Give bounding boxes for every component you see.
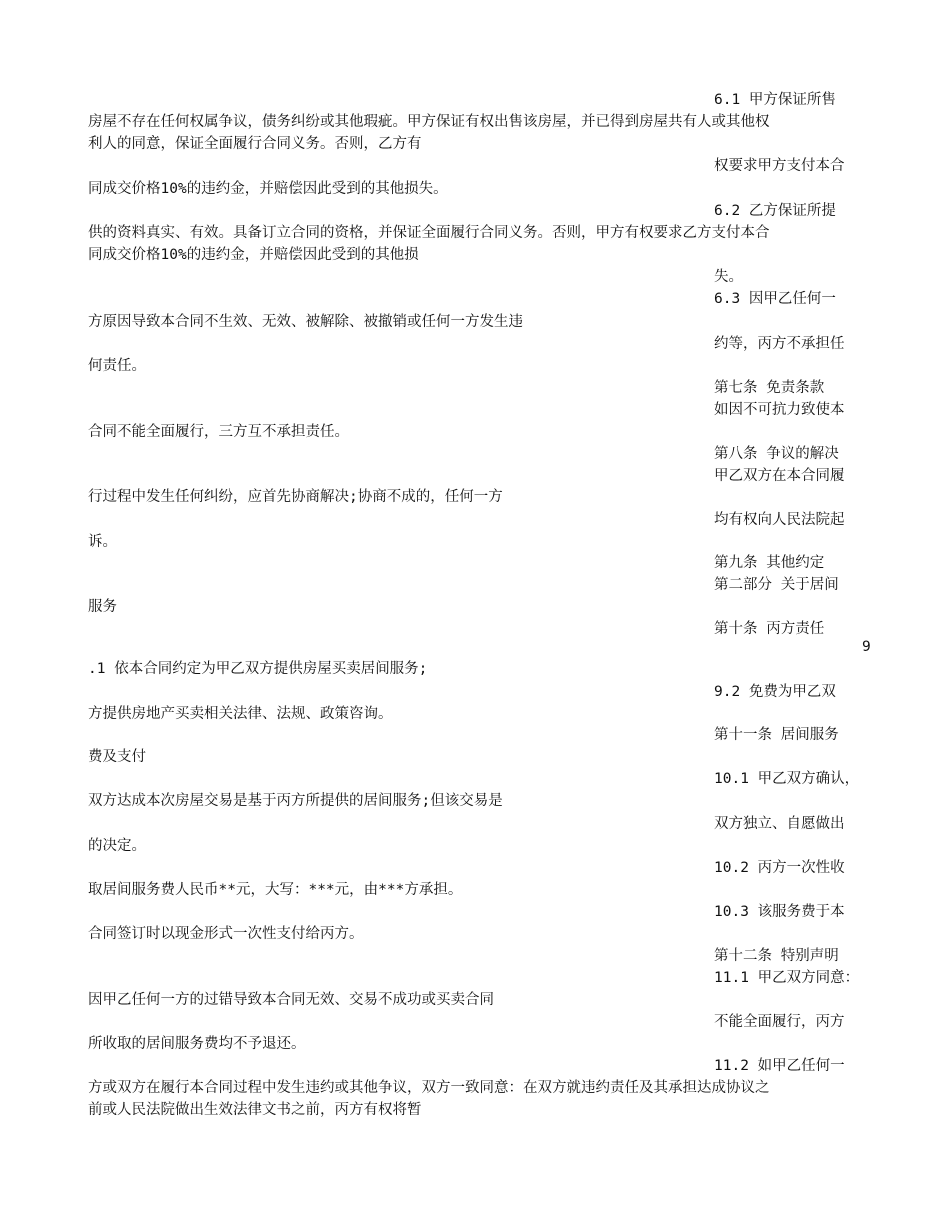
right-text-line: 均有权向人民法院起: [714, 512, 845, 528]
right-text-line: 11.2 如甲乙任何一: [714, 1058, 845, 1074]
left-text-line: 何责任。: [88, 358, 146, 374]
right-text-line: 6.2 乙方保证所提: [714, 203, 836, 219]
left-text-line: 所收取的居间服务费均不予退还。: [88, 1036, 306, 1052]
right-text-line: 不能全面履行，丙方: [714, 1014, 845, 1030]
left-text-line: 行过程中发生任何纠纷，应首先协商解决;协商不成的，任何一方: [88, 489, 503, 505]
right-text-line: 第二部分 关于居间: [714, 577, 839, 593]
right-text-line: 第八条 争议的解决: [714, 446, 839, 462]
left-text-line: 合同不能全面履行，三方互不承担责任。: [88, 424, 349, 440]
right-text-line: 第七条 免责条款: [714, 380, 825, 396]
left-text-line: 方或双方在履行本合同过程中发生违约或其他争议，双方一致同意：在双方就违约责任及其承担达成协议之: [88, 1080, 770, 1096]
left-text-line: 费及支付: [88, 749, 146, 765]
right-text-line: 9.2 免费为甲乙双: [714, 684, 836, 700]
right-text-line: 第十二条 特别声明: [714, 948, 839, 964]
left-text-line: .1 依本合同约定为甲乙双方提供房屋买卖居间服务;: [88, 661, 428, 677]
right-text-line: 6.1 甲方保证所售: [714, 92, 836, 108]
left-text-line: 诉。: [88, 534, 117, 550]
right-text-line: 权要求甲方支付本合: [714, 158, 845, 174]
right-text-line: 如因不可抗力致使本: [714, 402, 845, 418]
left-text-line: 同成交价格10%的违约金，并赔偿因此受到的其他损失。: [88, 181, 448, 197]
left-text-line: 合同签订时以现金形式一次性支付给丙方。: [88, 926, 364, 942]
right-text-line: 10.3 该服务费于本: [714, 904, 845, 920]
left-text-line: 方提供房地产买卖相关法律、法规、政策咨询。: [88, 706, 393, 722]
right-text-line: 9: [862, 639, 871, 655]
right-text-line: 6.3 因甲乙任何一: [714, 291, 836, 307]
right-text-line: 10.1 甲乙双方确认，: [714, 771, 860, 787]
right-text-line: 10.2 丙方一次性收: [714, 860, 845, 876]
right-text-line: 第十一条 居间服务: [714, 727, 839, 743]
right-text-line: 第十条 丙方责任: [714, 621, 825, 637]
right-text-line: 11.1 甲乙双方同意：: [714, 970, 860, 986]
right-text-line: 约等，丙方不承担任: [714, 336, 845, 352]
left-text-line: 双方达成本次房屋交易是基于丙方所提供的居间服务;但该交易是: [88, 793, 503, 809]
right-text-line: 双方独立、自愿做出: [714, 816, 845, 832]
left-text-line: 的决定。: [88, 838, 146, 854]
left-text-line: 房屋不存在任何权属争议，债务纠纷或其他瑕疵。甲方保证有权出售该房屋，并已得到房屋共有人或其他权: [88, 114, 770, 130]
left-text-line: 方原因导致本合同不生效、无效、被解除、被撤销或任何一方发生违: [88, 314, 523, 330]
left-text-line: 因甲乙任何一方的过错导致本合同无效、交易不成功或买卖合同: [88, 992, 494, 1008]
left-text-line: 取居间服务费人民币**元，大写：***元，由***方承担。: [88, 882, 463, 898]
right-text-line: 甲乙双方在本合同履: [714, 468, 845, 484]
left-text-line: 供的资料真实、有效。具备订立合同的资格，并保证全面履行合同义务。否则，甲方有权要求乙方支付本合: [88, 225, 770, 241]
left-text-line: 服务: [88, 599, 117, 615]
left-text-line: 同成交价格10%的违约金，并赔偿因此受到的其他损: [88, 247, 419, 263]
right-text-line: 失。: [714, 269, 743, 285]
left-text-line: 利人的同意，保证全面履行合同义务。否则，乙方有: [88, 136, 422, 152]
left-text-line: 前或人民法院做出生效法律文书之前，丙方有权将暂: [88, 1102, 422, 1118]
right-text-line: 第九条 其他约定: [714, 555, 825, 571]
